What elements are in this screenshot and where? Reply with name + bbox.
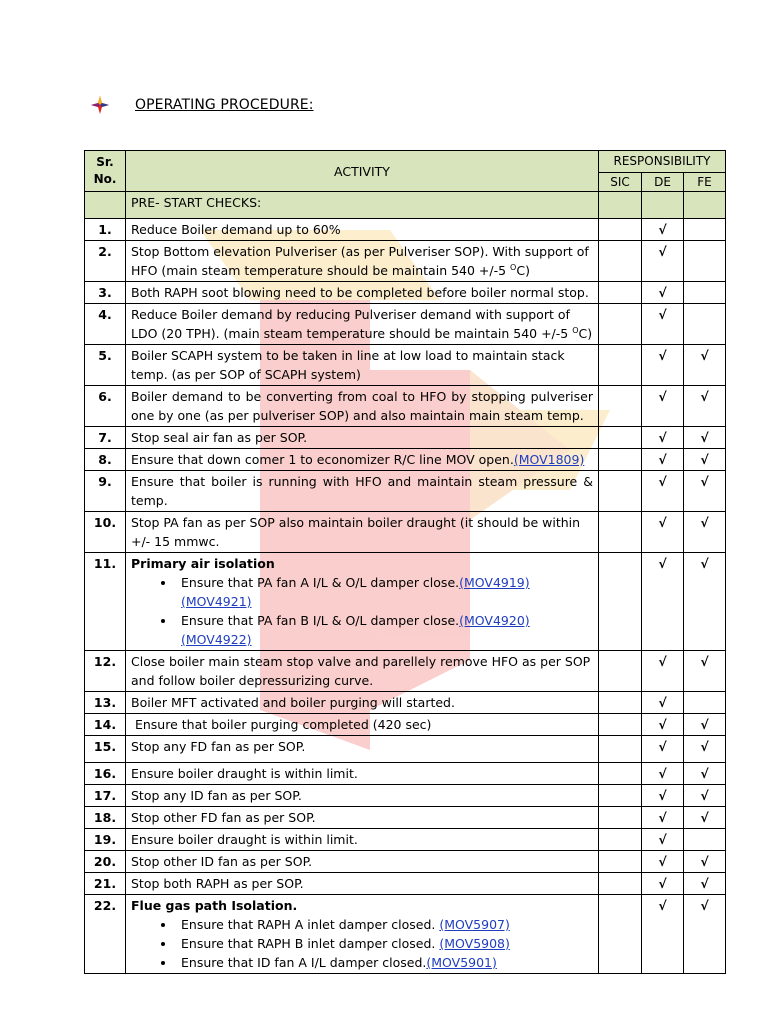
sic-cell bbox=[599, 829, 642, 851]
fe-cell bbox=[684, 829, 726, 851]
fe-cell: √ bbox=[684, 785, 726, 807]
row-number: 11. bbox=[85, 553, 126, 651]
mov-link[interactable]: (MOV5908) bbox=[439, 936, 510, 951]
de-cell: √ bbox=[642, 553, 684, 651]
table-row bbox=[85, 512, 726, 553]
header-row bbox=[85, 151, 726, 173]
table-row bbox=[85, 386, 726, 427]
row-number: 13. bbox=[85, 692, 126, 714]
row-number: 2. bbox=[85, 241, 126, 282]
sic-cell bbox=[599, 873, 642, 895]
de-cell: √ bbox=[642, 304, 684, 345]
row-number: 10. bbox=[85, 512, 126, 553]
sic-cell bbox=[599, 427, 642, 449]
sic-header: SIC bbox=[599, 173, 642, 192]
fe-cell: √ bbox=[684, 386, 726, 427]
de-cell: √ bbox=[642, 427, 684, 449]
page-title: OPERATING PROCEDURE: bbox=[135, 97, 314, 113]
table-row bbox=[85, 763, 726, 785]
table-row bbox=[85, 219, 726, 241]
activity-header: ACTIVITY bbox=[126, 151, 599, 192]
section-title: PRE- START CHECKS: bbox=[126, 192, 599, 219]
de-cell: √ bbox=[642, 282, 684, 304]
sic-cell bbox=[599, 714, 642, 736]
responsibility-header: RESPONSIBILITY bbox=[599, 151, 726, 173]
mov-link[interactable]: (MOV4920) bbox=[459, 613, 530, 628]
fe-cell: √ bbox=[684, 736, 726, 763]
activity-cell: Ensure that down comer 1 to economizer R/C line MOV open.(MOV1809) bbox=[126, 449, 599, 471]
sic-cell bbox=[599, 512, 642, 553]
row-title: Primary air isolation bbox=[131, 556, 275, 571]
table-row bbox=[85, 553, 726, 651]
row-number: 6. bbox=[85, 386, 126, 427]
fe-cell bbox=[684, 282, 726, 304]
sic-cell bbox=[599, 241, 642, 282]
de-cell: √ bbox=[642, 873, 684, 895]
de-cell: √ bbox=[642, 763, 684, 785]
sic-cell bbox=[599, 471, 642, 512]
de-cell: √ bbox=[642, 386, 684, 427]
activity-cell: Boiler SCAPH system to be taken in line at low load to maintain stack temp. (as per SOP of SCAPH system) bbox=[126, 345, 599, 386]
activity-cell: Ensure boiler draught is within limit. bbox=[126, 763, 599, 785]
activity-cell: Reduce Boiler demand up to 60% bbox=[126, 219, 599, 241]
de-cell: √ bbox=[642, 512, 684, 553]
activity-cell: Both RAPH soot blowing need to be completed before boiler normal stop. bbox=[126, 282, 599, 304]
row-number: 22. bbox=[85, 895, 126, 974]
activity-cell: Primary air isolation • Ensure that PA fan A I/L & O/L damper close.(MOV4919) (MOV4921) • Ensure that PA fan B I/L & O/L damper close.(MOV4920) (MOV4922) bbox=[126, 553, 599, 651]
table-row bbox=[85, 829, 726, 851]
de-cell: √ bbox=[642, 807, 684, 829]
fe-cell: √ bbox=[684, 895, 726, 974]
sic-cell bbox=[599, 895, 642, 974]
row-number: 5. bbox=[85, 345, 126, 386]
de-cell: √ bbox=[642, 241, 684, 282]
de-cell: √ bbox=[642, 345, 684, 386]
procedure-table bbox=[84, 150, 726, 974]
activity-cell: Boiler demand to be converting from coal to HFO by stopping pulveriser one by one (as per pulveriser SOP) and also maintain main steam temp. bbox=[126, 386, 599, 427]
table-row bbox=[85, 895, 726, 974]
de-cell: √ bbox=[642, 895, 684, 974]
de-cell: √ bbox=[642, 219, 684, 241]
activity-cell: Stop PA fan as per SOP also maintain boiler draught (it should be within +/- 15 mmwc. bbox=[126, 512, 599, 553]
sic-cell bbox=[599, 692, 642, 714]
table-row bbox=[85, 692, 726, 714]
activity-cell: Ensure boiler draught is within limit. bbox=[126, 829, 599, 851]
activity-cell: Stop other FD fan as per SOP. bbox=[126, 807, 599, 829]
table-row bbox=[85, 282, 726, 304]
fe-cell: √ bbox=[684, 807, 726, 829]
row-number: 21. bbox=[85, 873, 126, 895]
fe-cell: √ bbox=[684, 763, 726, 785]
activity-cell: Stop other ID fan as per SOP. bbox=[126, 851, 599, 873]
sic-cell bbox=[599, 553, 642, 651]
fe-cell bbox=[684, 219, 726, 241]
sic-cell bbox=[599, 851, 642, 873]
table-row bbox=[85, 807, 726, 829]
mov-link[interactable]: (MOV4921) bbox=[181, 594, 252, 609]
fe-cell: √ bbox=[684, 471, 726, 512]
fe-cell bbox=[684, 304, 726, 345]
table-row bbox=[85, 449, 726, 471]
de-cell: √ bbox=[642, 851, 684, 873]
fe-cell: √ bbox=[684, 714, 726, 736]
mov-link[interactable]: (MOV4919) bbox=[459, 575, 530, 590]
row-title: Flue gas path Isolation. bbox=[131, 898, 298, 913]
mov-link[interactable]: (MOV5901) bbox=[426, 955, 497, 970]
row-number: 20. bbox=[85, 851, 126, 873]
table-row bbox=[85, 427, 726, 449]
mov-link[interactable]: (MOV5907) bbox=[439, 917, 510, 932]
row-number: 9. bbox=[85, 471, 126, 512]
sic-cell bbox=[599, 449, 642, 471]
sic-cell bbox=[599, 219, 642, 241]
mov-link[interactable]: (MOV1809) bbox=[513, 452, 585, 467]
mov-link[interactable]: (MOV4922) bbox=[181, 632, 252, 647]
section-row bbox=[85, 192, 726, 219]
activity-cell: Close boiler main steam stop valve and parellely remove HFO as per SOP and follow boiler depressurizing curve. bbox=[126, 651, 599, 692]
activity-cell: Boiler MFT activated and boiler purging will started. bbox=[126, 692, 599, 714]
fe-cell: √ bbox=[684, 651, 726, 692]
fe-cell: √ bbox=[684, 345, 726, 386]
sic-cell bbox=[599, 736, 642, 763]
activity-cell: Stop Bottom elevation Pulveriser (as per Pulveriser SOP). With support of HFO (main steam temperature should be maintain 540 +/-5 $^O$C) bbox=[126, 241, 599, 282]
sic-cell bbox=[599, 386, 642, 427]
de-cell: √ bbox=[642, 692, 684, 714]
de-cell: √ bbox=[642, 714, 684, 736]
fe-cell: √ bbox=[684, 449, 726, 471]
de-header: DE bbox=[642, 173, 684, 192]
four-point-star-bullet-icon bbox=[90, 95, 110, 115]
sic-cell bbox=[599, 785, 642, 807]
row-number: 12. bbox=[85, 651, 126, 692]
table-row bbox=[85, 651, 726, 692]
row-number: 18. bbox=[85, 807, 126, 829]
sr-no-header: Sr. No. bbox=[85, 151, 126, 192]
table-row bbox=[85, 785, 726, 807]
activity-cell: Reduce Boiler demand by reducing Pulveriser demand with support of LDO (20 TPH). (main steam temperature should be maintain 540 +/-5 $^O$C) bbox=[126, 304, 599, 345]
sic-cell bbox=[599, 807, 642, 829]
sic-cell bbox=[599, 345, 642, 386]
de-cell: √ bbox=[642, 785, 684, 807]
activity-cell: Stop any FD fan as per SOP. bbox=[126, 736, 599, 763]
fe-cell: √ bbox=[684, 427, 726, 449]
activity-cell: Ensure that boiler is running with HFO and maintain steam pressure & temp. bbox=[126, 471, 599, 512]
activity-cell: Stop seal air fan as per SOP. bbox=[126, 427, 599, 449]
de-cell: √ bbox=[642, 651, 684, 692]
fe-cell: √ bbox=[684, 851, 726, 873]
heading bbox=[90, 93, 314, 117]
de-cell: √ bbox=[642, 736, 684, 763]
fe-cell: √ bbox=[684, 873, 726, 895]
sic-cell bbox=[599, 651, 642, 692]
table-row bbox=[85, 241, 726, 282]
de-cell: √ bbox=[642, 471, 684, 512]
row-number: 14. bbox=[85, 714, 126, 736]
sic-cell bbox=[599, 763, 642, 785]
sic-cell bbox=[599, 304, 642, 345]
row-number: 3. bbox=[85, 282, 126, 304]
table-row bbox=[85, 471, 726, 512]
activity-cell: Flue gas path Isolation. • Ensure that RAPH A inlet damper closed. (MOV5907) • Ensure that RAPH B inlet damper closed. (MOV5908) • Ensure that ID fan A I/L damper closed.(MOV5901) bbox=[126, 895, 599, 974]
row-number: 8. bbox=[85, 449, 126, 471]
row-number: 16. bbox=[85, 763, 126, 785]
table-row bbox=[85, 851, 726, 873]
row-number: 17. bbox=[85, 785, 126, 807]
table-row bbox=[85, 736, 726, 763]
fe-cell bbox=[684, 692, 726, 714]
table-row bbox=[85, 714, 726, 736]
table-row bbox=[85, 873, 726, 895]
activity-cell: Ensure that boiler purging completed (420 sec) bbox=[126, 714, 599, 736]
activity-cell: Stop both RAPH as per SOP. bbox=[126, 873, 599, 895]
row-number: 7. bbox=[85, 427, 126, 449]
table-row bbox=[85, 304, 726, 345]
row-number: 15. bbox=[85, 736, 126, 763]
activity-cell: Stop any ID fan as per SOP. bbox=[126, 785, 599, 807]
de-cell: √ bbox=[642, 449, 684, 471]
row-number: 4. bbox=[85, 304, 126, 345]
fe-cell: √ bbox=[684, 553, 726, 651]
fe-header: FE bbox=[684, 173, 726, 192]
sic-cell bbox=[599, 282, 642, 304]
fe-cell: √ bbox=[684, 512, 726, 553]
fe-cell bbox=[684, 241, 726, 282]
row-number: 19. bbox=[85, 829, 126, 851]
row-number: 1. bbox=[85, 219, 126, 241]
de-cell: √ bbox=[642, 829, 684, 851]
table-row bbox=[85, 345, 726, 386]
